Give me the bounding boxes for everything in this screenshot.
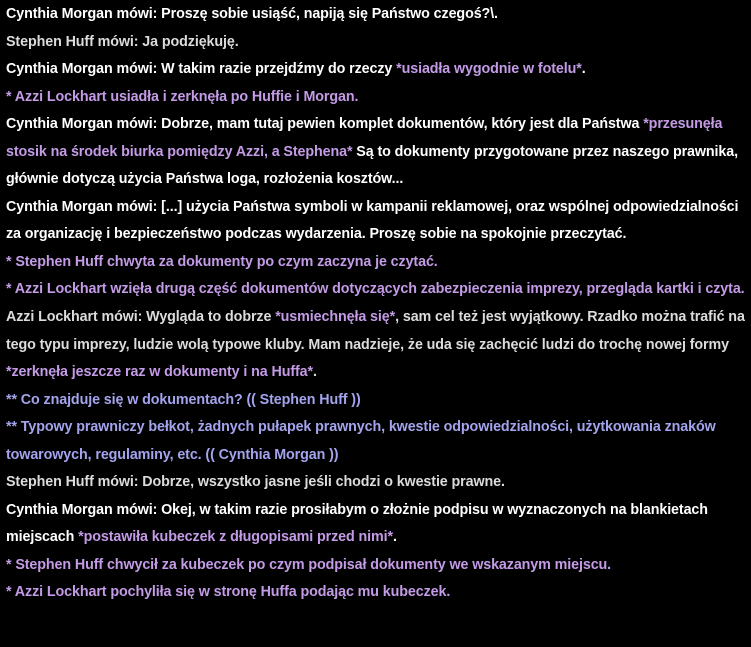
inline-emote: *przesunęła stosik na środek biurka pomiędzy Azzi, a Stephena*: [6, 116, 723, 160]
chat-line: [6, 497, 748, 552]
speech-text: , sam cel też jest wyjątkowy. Rzadko można trafić na tego typu imprezy, ludzie wolą typowe kluby. Mam nadzieje, że uda się zachęcić ludzi do trochę nowej formy: [6, 309, 745, 353]
speech-text: Cynthia Morgan mówi: Dobrze, mam tutaj pewien komplet dokumentów, który jest dla Państwa: [6, 116, 644, 133]
speech-text: .: [581, 61, 586, 78]
action-text: * Azzi Lockhart wzięła drugą część dokumentów dotyczących zabezpieczenia imprezy, przegląda kartki i czyta.: [6, 281, 745, 298]
inline-emote: *postawiła kubeczek z długopisami przed nimi*: [78, 529, 393, 546]
chat-line: [6, 552, 748, 580]
chat-line: [6, 84, 748, 112]
chat-line: [6, 387, 748, 415]
inline-emote: *usmiechnęła się*: [275, 309, 396, 326]
chat-line: [6, 1, 748, 29]
inline-emote: *usiadła wygodnie w fotelu*: [396, 61, 582, 78]
chat-line: [6, 111, 748, 194]
speech-text: Cynthia Morgan mówi: W takim razie przejdźmy do rzeczy: [6, 61, 397, 78]
speech-text: Stephen Huff mówi: Dobrze, wszystko jasne jeśli chodzi o kwestie prawne.: [6, 474, 505, 491]
action-text: * Azzi Lockhart pochyliła się w stronę Huffa podając mu kubeczek.: [6, 584, 451, 601]
speech-text: .: [393, 529, 397, 546]
action-text: * Stephen Huff chwyta za dokumenty po czym zaczyna je czytać.: [6, 253, 438, 270]
chat-line: [6, 469, 748, 497]
chat-line: [6, 249, 748, 277]
speech-text: Cynthia Morgan mówi: [...] użycia Państwa symboli w kampanii reklamowej, oraz wspólnej odpowiedzialności za organizację i bezpieczeństwo podczas wydarzenia. Proszę sobie na spokojnie przeczytać.: [6, 198, 739, 243]
chat-line: [6, 194, 748, 249]
chat-line: [6, 56, 748, 84]
chat-line: [6, 579, 748, 607]
speech-text: Są to dokumenty przygotowane przez naszego prawnika, głównie dotyczą użycia Państwa loga, rozłożenia kosztów...: [6, 143, 738, 188]
ooc-text: ** Co znajduje się w dokumentach? (( Stephen Huff )): [6, 391, 361, 408]
chat-line: [6, 29, 748, 57]
speech-text: Azzi Lockhart mówi: Wygląda to dobrze: [6, 309, 276, 326]
action-text: * Azzi Lockhart usiadła i zerknęła po Huffie i Morgan.: [6, 88, 359, 105]
inline-emote: *zerknęła jeszcze raz w dokumenty i na Huffa*: [6, 364, 313, 381]
chat-log: [6, 0, 748, 607]
chat-line: [6, 276, 748, 304]
chat-line: [6, 304, 748, 387]
speech-text: Cynthia Morgan mówi: Proszę sobie usiąść, napiją się Państwo czegoś?\.: [6, 6, 498, 22]
speech-text: .: [312, 364, 317, 381]
ooc-text: ** Typowy prawniczy bełkot, żadnych pułapek prawnych, kwestie odpowiedzialności, użytkowania znaków towarowych, regulaminy, etc. (( Cynthia Morgan )): [6, 419, 716, 463]
chat-line: [6, 414, 748, 469]
speech-text: Cynthia Morgan mówi: Okej, w takim razie prosiłabym o złożnie podpisu w wyznaczonych na blankietach miejscach: [6, 501, 708, 546]
action-text: * Stephen Huff chwycił za kubeczek po czym podpisał dokumenty we wskazanym miejscu.: [6, 556, 612, 573]
speech-text: Stephen Huff mówi: Ja podziękuję.: [6, 33, 239, 50]
